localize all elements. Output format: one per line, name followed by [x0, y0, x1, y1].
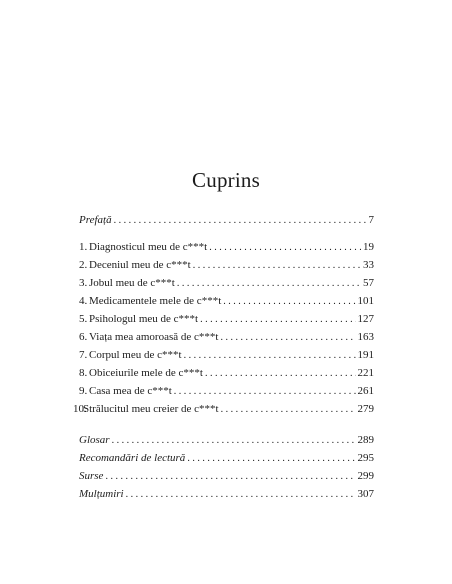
toc-entry-preface[interactable] — [79, 211, 374, 229]
toc-entry-page: 101 — [357, 295, 374, 307]
toc-entry-chapter[interactable] — [79, 292, 374, 310]
dot-leader — [209, 239, 361, 257]
toc-entry-page: 261 — [357, 385, 374, 397]
toc-entry-label: Jobul meu de c***t — [89, 277, 175, 289]
toc-entry-chapter[interactable] — [79, 310, 374, 328]
toc-entry-label: Casa mea de c***t — [89, 385, 172, 397]
toc-entry-label: Mulțumiri — [79, 488, 124, 500]
chapter-number: 4. — [79, 295, 88, 307]
toc-entry-page: 19 — [363, 241, 374, 253]
dot-leader — [174, 383, 356, 401]
toc-entry-label: Surse — [79, 470, 104, 482]
page-title: Cuprins — [192, 168, 260, 192]
toc-chapters-section — [73, 238, 374, 418]
toc-entry-page: 57 — [363, 277, 374, 289]
toc-preface-section — [79, 211, 374, 229]
chapter-number: 8. — [79, 367, 88, 379]
toc-entry-chapter[interactable] — [73, 400, 374, 418]
toc-entry-label: Glosar — [79, 434, 110, 446]
dot-leader — [187, 450, 355, 468]
dot-leader — [205, 365, 356, 383]
toc-entry-label: Medicamentele mele de c***t — [89, 295, 222, 307]
toc-entry-chapter[interactable] — [79, 328, 374, 346]
toc-entry-reading-recommendations[interactable] — [79, 449, 374, 467]
toc-entry-page: 295 — [357, 452, 374, 464]
toc-entry-label: Viața mea amoroasă de c***t — [89, 331, 219, 343]
toc-entry-page: 191 — [357, 349, 374, 361]
chapter-number: 10. — [73, 403, 87, 415]
chapter-number: 5. — [79, 313, 88, 325]
dot-leader — [220, 329, 355, 347]
toc-entry-label: Obiceiurile mele de c***t — [89, 367, 203, 379]
toc-entry-label: Deceniul meu de c***t — [89, 259, 191, 271]
toc-entry-page: 127 — [357, 313, 374, 325]
toc-entry-label: Psihologul meu de c***t — [89, 313, 199, 325]
dot-leader — [126, 486, 356, 504]
dot-leader — [184, 347, 356, 365]
toc-entry-label: Corpul meu de c***t — [89, 349, 182, 361]
chapter-number: 9. — [79, 385, 88, 397]
chapter-number: 3. — [79, 277, 88, 289]
toc-entry-page: 289 — [357, 434, 374, 446]
toc-entry-page: 163 — [357, 331, 374, 343]
dot-leader — [177, 275, 361, 293]
dot-leader — [221, 401, 356, 419]
toc-entry-page: 33 — [363, 259, 374, 271]
toc-entry-page: 221 — [357, 367, 374, 379]
toc-entry-chapter[interactable] — [79, 256, 374, 274]
toc-entry-page: 307 — [357, 488, 374, 500]
toc-entry-page: 7 — [368, 214, 374, 226]
toc-entry-chapter[interactable] — [79, 382, 374, 400]
toc-entry-page: 279 — [357, 403, 374, 415]
dot-leader — [193, 257, 361, 275]
toc-entry-chapter[interactable] — [79, 238, 374, 256]
toc-entry-chapter[interactable] — [79, 364, 374, 382]
toc-entry-acknowledgements[interactable] — [79, 485, 374, 503]
dot-leader — [223, 293, 355, 311]
chapter-number: 2. — [79, 259, 88, 271]
dot-leader — [114, 212, 367, 230]
chapter-number: 6. — [79, 331, 88, 343]
toc-back-matter-section — [79, 431, 374, 503]
toc-entry-chapter[interactable] — [79, 346, 374, 364]
toc-entry-page: 299 — [357, 470, 374, 482]
chapter-number: 7. — [79, 349, 88, 361]
chapter-number: 1. — [79, 241, 88, 253]
toc-entry-label: Strălucitul meu creier de c***t — [83, 403, 219, 415]
toc-entry-sources[interactable] — [79, 467, 374, 485]
dot-leader — [105, 468, 355, 486]
toc-entry-label: Diagnosticul meu de c***t — [89, 241, 208, 253]
dot-leader — [200, 311, 355, 329]
dot-leader — [112, 432, 356, 450]
toc-entry-chapter[interactable] — [79, 274, 374, 292]
toc-entry-label: Prefață — [79, 214, 112, 226]
toc-entry-label: Recomandări de lectură — [79, 452, 186, 464]
toc-entry-glossary[interactable] — [79, 431, 374, 449]
